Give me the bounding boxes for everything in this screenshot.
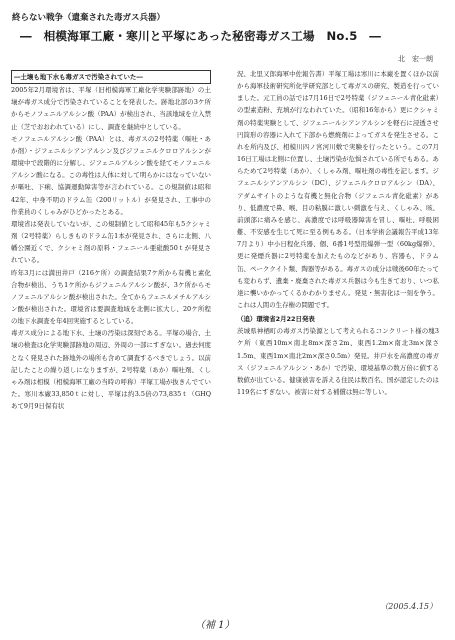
article-title: ― 相模海軍工廠・寒川と平塚にあった秘密毒ガス工場 No.5 ―: [20, 29, 382, 43]
addendum-heading: （追）環境省2月22日発表: [237, 315, 315, 324]
left-paragraph-1: 2005年2月環境省は、平塚（旧相模海軍工廠化学実験部跡地）の土壌が毒ガス成分で汚染されていることを発表した。跡地北部の3ケ所からモノフェニルアルシン酸（PAA）が検出され、当該地域を立入禁止（芝でおおわれている）にし、調査を継続中としている。: [11, 86, 211, 131]
left-paragraph-2: モノフェニルアルシン酸（PAA）とは、毒ガスの2号特薬（嘔吐・あか剤）・ジフェニルシアンアルシン及びジフェニルクロロアルシンが環境中で段階的に分解し、ジフェニルアルシン酸を経てモノフェニルアルシン酸になる。この毒性は人体に対して明らかにはなっていないが嘔吐、下痢、協調運動障害等が言われている。この規制値は昭和42年、中身不明のドラム缶（200リットル）が発見され、工事中の作業員のくしゃみがひどかったとある。: [11, 134, 211, 216]
left-paragraph-5: 毒ガス成分による地下水、土壌の汚染は深刻である。平塚の場合、土壌の検査は化学実験部跡地の周辺、外周の一部にすぎない。過去何度となく発見された跡地外の場所も含めて調査するべきでしょう。以前記したことの繰り返しになりますが、2号特薬（あか）嘔吐剤、くしゃみ剤は相模（相模海軍工廠の当時の呼称）平塚工場が抜きんでていた。寒川本廠33,850ｔに対し、平塚は約3.5倍の73,835ｔ（GHQあて9月9日保有状: [11, 329, 211, 411]
author-name: 北 宏一朗: [398, 55, 433, 63]
section-heading: ―土壌も地下水も毒ガスで汚染されていた―: [11, 70, 211, 84]
page-number: （補 1）: [195, 620, 235, 631]
series-label: 終らない戦争（遺棄された毒ガス兵器）: [12, 13, 166, 23]
right-paragraph-1: 況、北里又郎海軍中佐報告書）平塚工場は寒川に本廠を置くほか以前から海軍技術研究所化学研究部として毒ガスの研究、製造を行っていました。元工員の話では7月16日で2号特薬（ジフェニール青化砒素）の型素造粉、充填が行なわれていた。（昭和16年から）更にクシャミ剤の特薬実験として、ジフェニールシアンアルシンを軽石に浸透させ円筒形の容器に入れて下部から燃焼剤によってガスを発生させる。これを所内及び、相模川四ノ宮河川敷で実験を行ったという。この7月16日工場は北側に位置し、土壌汚染が危惧されている所でもある。あらためて2号特薬（あか）、くしゃみ剤、嘔吐剤の毒性を記します。ジフェニルシアンアルシン（DC）、ジフェニルクロロアルシン（DA）、アダムサイトのような有機と無化合物（ジフェニル青化砒素）があり、低濃度で鼻、喉、目の粘膜に激しい刺激を与え、くしゃみ、咳、前頭部に痛みを感じ、高濃度では呼吸器障害を冒し、嘔吐、呼吸困難、不安感を生じて死に至る例もある。（日本学術会議報告平成13年7月より）中小日程化兵器、個、6番1号型用爆弾一型（60kg爆弾）、更に発煙兵器に2号特薬を加えたものなどがあり、容器も、ドラム缶、ペーククイト類、陶器等がある。毒ガスの成分は戦後60年たっても変わらず、遺棄・廃棄された毒ガス兵器は今も生きており、いつ私達に襲いかかってくるかわかりません。発見・無害化は一刻を争う。これは人間の生存権の問題です。: [237, 70, 439, 309]
left-paragraph-4: 昨年3月には満田井戸（216ケ所）の調査結果7ケ所から有機ヒ素化合物が検出、うち1ケ所からジフェニルアルシン酸が、3ケ所からモノフェニルアルシン酸が検出された。全てからフェニルメチルアルシン酸が検出された。環境省は要調査地域を北側に拡大し、20ケ所程の地下水調査を年4回実施するとしている。: [11, 268, 211, 326]
left-paragraph-3: 環境省は発表していないが、この規制値として昭和45年も5クシャミ剤（2号特薬）らしきものドラム缶1本が発見され、さらに北側、八幡公園近くで、クシャミ剤の原料・フェニール亜砒酸50ｔが発見されている。: [11, 219, 211, 265]
left-column: [11, 70, 211, 412]
handwritten-date: （2005.4.15）: [380, 602, 437, 611]
addendum-paragraph: 茨城県神栖町の毒ガス汚染源として考えられるコンクリート様の塊3ケ所（東西10m×南北8m×深さ2m、東西1.2m×南北3m×深さ1.5m、東西1m×南北2m×深さ0.5m）発見。井戸水を高濃度の毒ガス（ジフェニルアルシン・あか）で汚染、環境基準の数万倍に値する数値が出ている。健康被害を訴える住民は数百名、国が認定したのは119名にすぎない。被害に対する補償は無に等しい。: [237, 327, 439, 397]
right-column: [237, 68, 439, 398]
